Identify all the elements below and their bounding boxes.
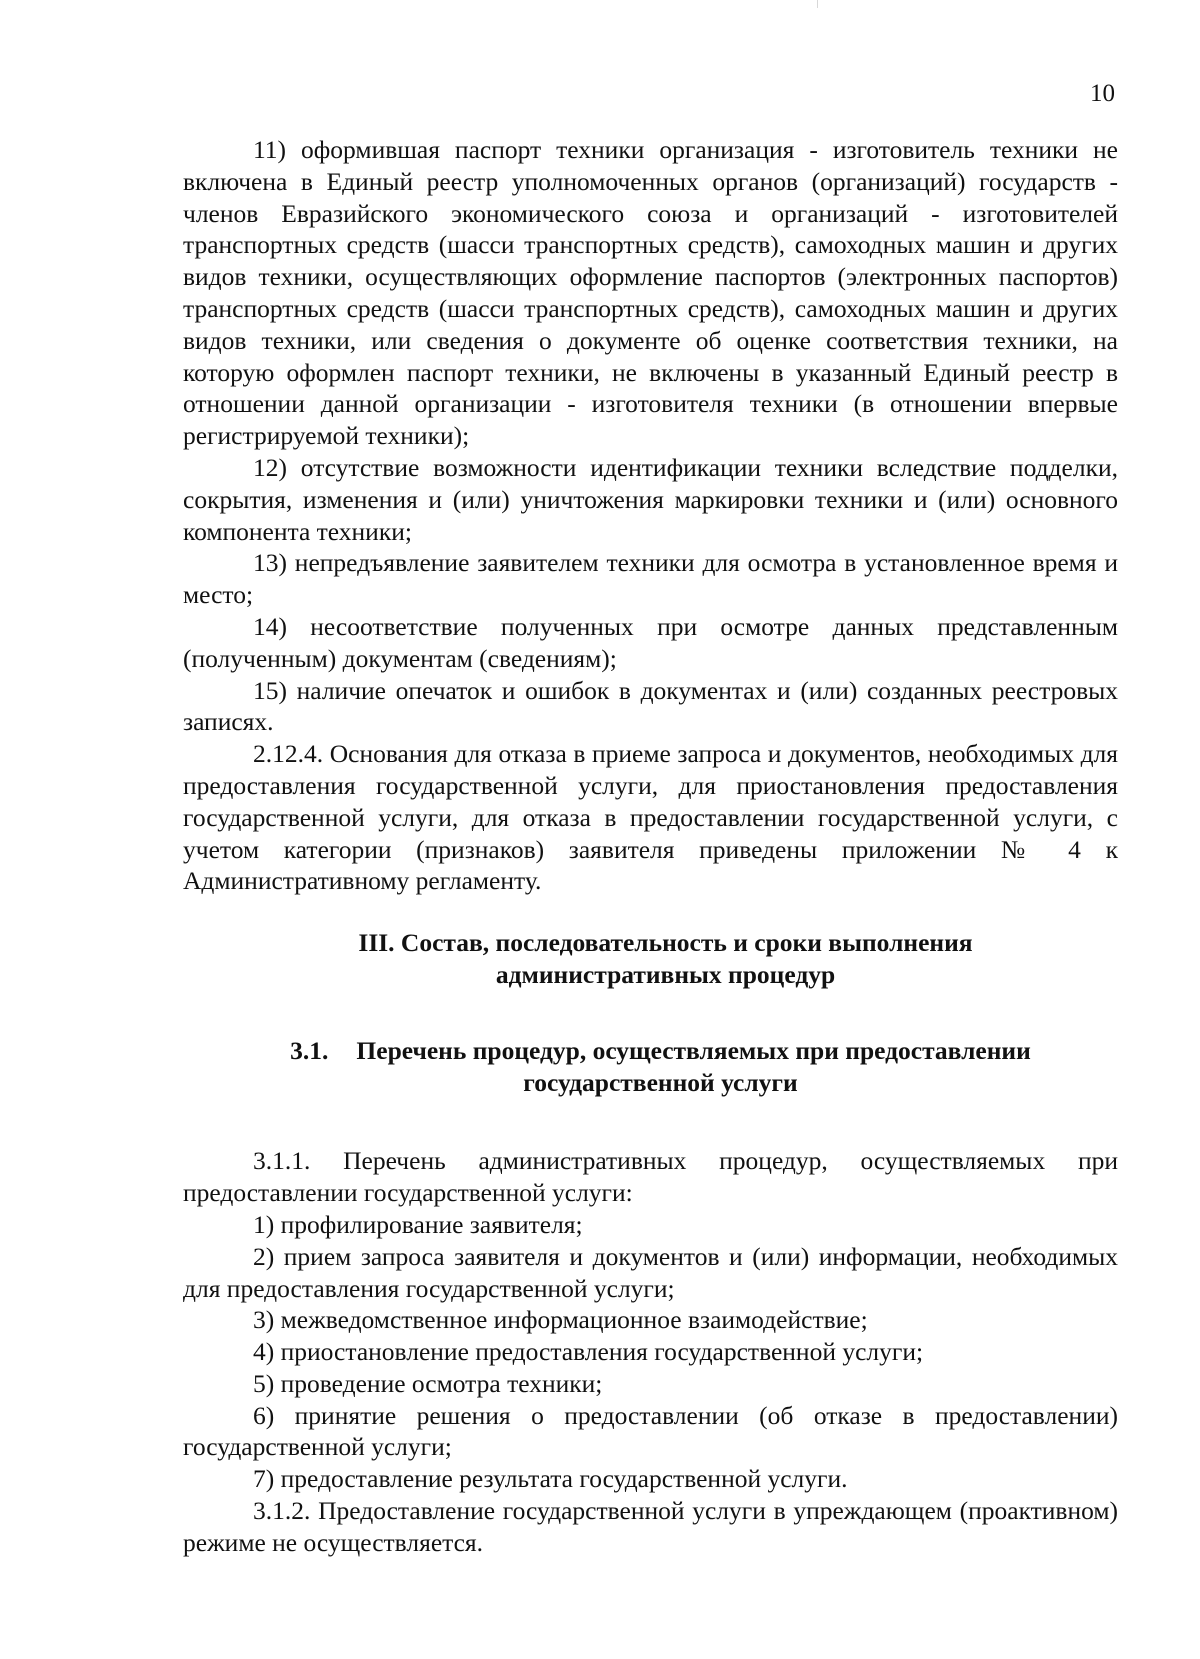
paragraph-item-15: 15) наличие опечаток и ошибок в документах и (или) созданных реестровых записях. [183,675,1118,737]
document-body [183,134,1118,1559]
list-item-5: 5) проведение осмотра техники; [253,1368,603,1398]
list-item-7: 7) предоставление результата государственной услуги. [253,1464,848,1494]
section-heading-line2: административных процедур [495,959,836,989]
list-item-6: 6) принятие решения о предоставлении (об отказе в предоставлении) государственной услуги; [183,1400,1118,1462]
paragraph-item-12: 12) отсутствие возможности идентификации техники вследствие подделки, сокрытия, изменения и (или) уничтожения маркировки техники и (или) основного компонента техники; [183,452,1118,546]
heading-spacer [183,1098,1118,1145]
subsection-heading-line1: Перечень процедур, осуществляемых при предоставлении [356,1035,1031,1065]
section-heading-line1: III. Состав, последовательность и сроки выполнения [358,928,973,958]
section-heading [183,927,1118,991]
scan-edge-mark [817,0,818,8]
paragraph-3-1-2: 3.1.2. Предоставление государственной услуги в упреждающем (проактивном) режиме не осуществляется. [183,1496,1118,1557]
list-item-3: 3) межведомственное информационное взаимодействие; [253,1305,868,1335]
list-item-2: 2) прием запроса заявителя и документов и (или) информации, необходимых для предоставления государственной услуги; [183,1241,1118,1303]
paragraph-item-11: 11) оформившая паспорт техники организация - изготовитель техники не включена в Единый реестр уполномоченных органов (организаций) государств - членов Евразийского экономического союза и организаций - изготовителей транспортных средств (шасси транспортных средств), самоходных машин и других видов техники, осуществляющих оформление паспортов (электронных паспортов) транспортных средств (шасси транспортных средств), самоходных машин и других видов техники, или сведения о документе об оценке соответствия техники, на которую оформлен паспорт техники, не включены в указанный Единый реестр в отношении данной организации - изготовителя техники (в отношении впервые регистрируемой техники); [183,135,1118,451]
page-number: 10 [1090,80,1115,107]
paragraph-item-13: 13) непредъявление заявителем техники для осмотра в установленное время и место; [183,548,1118,610]
subsection-heading-line2: государственной услуги [523,1067,798,1097]
list-item-4: 4) приостановление предоставления государственной услуги; [253,1337,924,1367]
subsection-heading-line1-wrap [203,1035,1118,1067]
list-item-1: 1) профилирование заявителя; [253,1209,583,1239]
paragraph-2-12-4: 2.12.4. Основания для отказа в приеме запроса и документов, необходимых для предоставления государственной услуги, для приостановления предоставления государственной услуги, для отказа в предоставлении государственной услуги, с учетом категории (признаков) заявителя приведены приложении № 4 к Административному регламенту. [183,739,1118,896]
paragraph-3-1-1: 3.1.1. Перечень административных процедур, осуществляемых при предоставлении государственной услуги: [183,1146,1118,1208]
subsection-heading [183,1035,1118,1099]
paragraph-item-14: 14) несоответствие полученных при осмотре данных представленным (полученным) документам (сведениям); [183,611,1118,673]
subsection-number: 3.1. [290,1035,329,1065]
